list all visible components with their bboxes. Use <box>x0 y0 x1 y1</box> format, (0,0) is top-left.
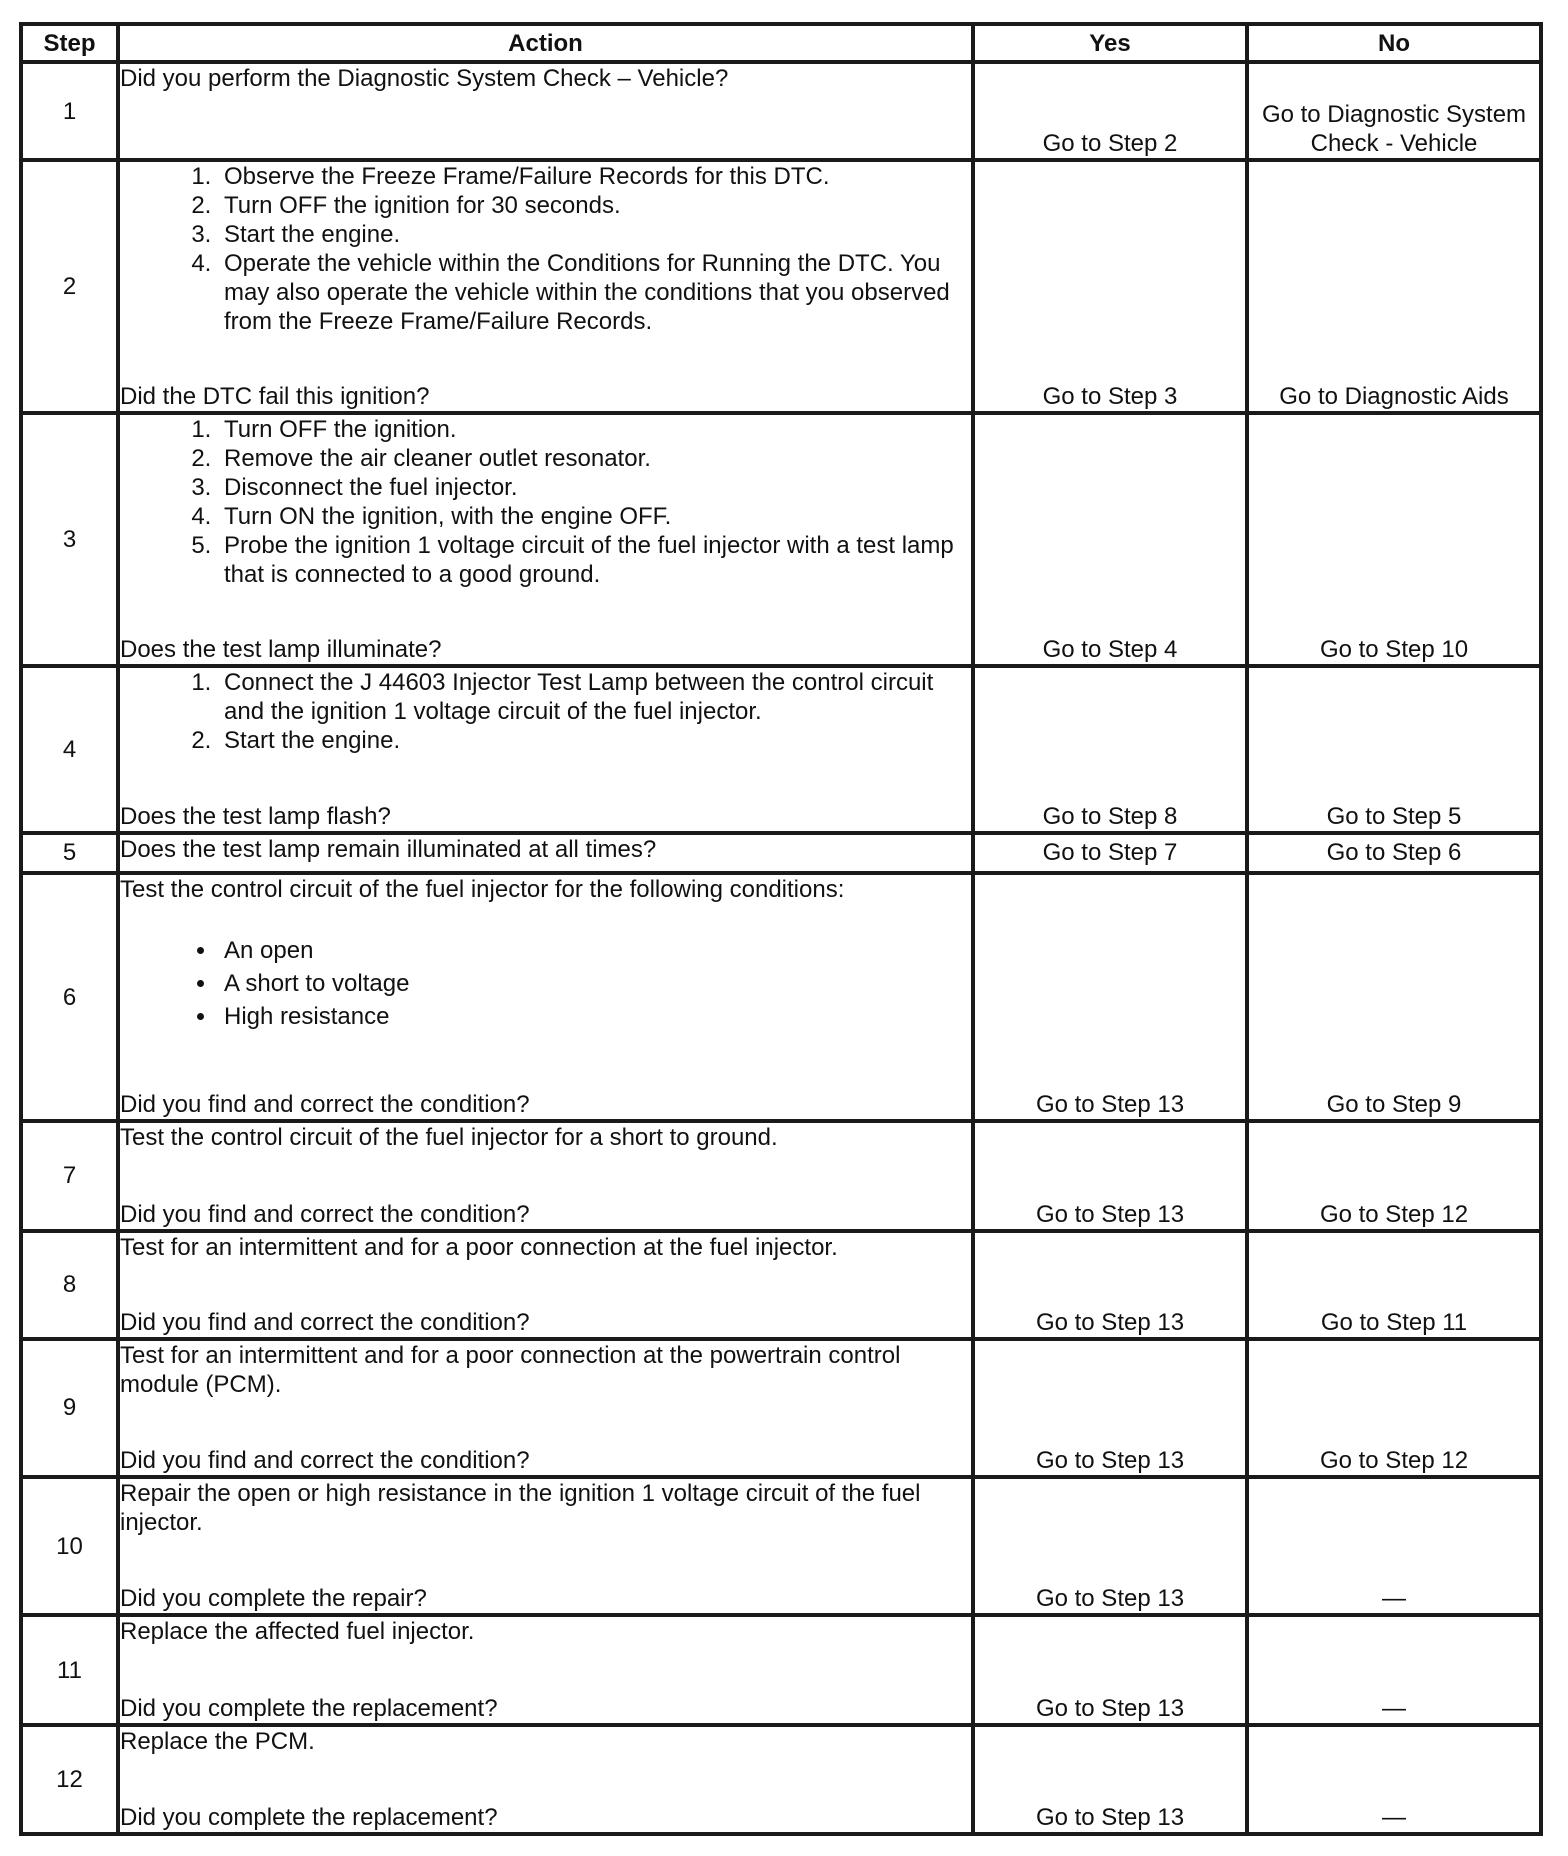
no-result: Go to Step 5 <box>1247 666 1541 832</box>
action-text: Replace the PCM. <box>120 1727 315 1755</box>
no-result: Go to Diagnostic System Check - Vehicle <box>1247 62 1541 160</box>
action-text: Test for an intermittent and for a poor connection at the fuel injector. <box>120 1233 838 1261</box>
procedure-step: 5. Probe the ignition 1 voltage circuit of the fuel injector with a test lamp that is connected to a good ground. <box>218 531 971 589</box>
step-number: 10 <box>21 1477 118 1615</box>
yes-result: Go to Step 2 <box>973 62 1247 160</box>
action-question: Does the test lamp flash? <box>120 802 391 830</box>
yes-result: Go to Step 7 <box>973 833 1247 873</box>
no-result: — <box>1247 1615 1541 1724</box>
procedure-step: 3. Start the engine. <box>218 220 971 249</box>
action-text: Test the control circuit of the fuel injector for the following conditions: <box>120 875 845 903</box>
action-body <box>120 1727 971 1756</box>
yes-result: Go to Step 13 <box>973 1725 1247 1834</box>
yes-result: Go to Step 13 <box>973 1477 1247 1615</box>
yes-result: Go to Step 13 <box>973 873 1247 1122</box>
table-row <box>21 1725 1541 1834</box>
action-body <box>120 1479 971 1537</box>
table-row <box>21 873 1541 1122</box>
yes-result: Go to Step 4 <box>973 413 1247 667</box>
yes-result: Go to Step 8 <box>973 666 1247 832</box>
action-body <box>120 875 971 1033</box>
condition-list <box>120 934 971 1033</box>
action-question: Did the DTC fail this ignition? <box>120 382 430 410</box>
step-number: 11 <box>21 1615 118 1724</box>
action-body <box>120 1617 971 1646</box>
action-body <box>120 162 971 336</box>
step-number: 1 <box>21 62 118 160</box>
step-number: 8 <box>21 1231 118 1339</box>
action-body <box>120 415 971 589</box>
no-result: Go to Step 12 <box>1247 1121 1541 1230</box>
action-body <box>120 64 971 93</box>
action-cell <box>118 413 973 667</box>
procedure-list <box>120 162 971 336</box>
no-result: Go to Step 12 <box>1247 1339 1541 1477</box>
procedure-step: 2. Start the engine. <box>218 726 971 755</box>
yes-result: Go to Step 13 <box>973 1231 1247 1339</box>
procedure-step: 4. Turn ON the ignition, with the engine OFF. <box>218 502 971 531</box>
condition-item: • A short to voltage <box>218 967 971 1000</box>
header-yes: Yes <box>973 24 1247 62</box>
procedure-step: 3. Disconnect the fuel injector. <box>218 473 971 502</box>
table-row <box>21 1231 1541 1339</box>
table-row <box>21 833 1541 873</box>
action-question: Did you complete the replacement? <box>120 1694 498 1722</box>
action-text: Does the test lamp remain illuminated at all times? <box>120 835 657 863</box>
yes-result: Go to Step 13 <box>973 1121 1247 1230</box>
action-text: Replace the affected fuel injector. <box>120 1618 475 1646</box>
action-cell <box>118 833 973 873</box>
no-result: Go to Step 11 <box>1247 1231 1541 1339</box>
action-question: Did you complete the replacement? <box>120 1804 498 1831</box>
action-cell <box>118 1477 973 1615</box>
action-body <box>120 668 971 755</box>
action-question: Did you find and correct the condition? <box>120 1091 530 1119</box>
header-action: Action <box>118 24 973 62</box>
diagnostic-table <box>19 22 1543 1836</box>
action-cell <box>118 873 973 1122</box>
action-body <box>120 835 971 864</box>
step-number: 3 <box>21 413 118 667</box>
step-number: 12 <box>21 1725 118 1834</box>
action-cell <box>118 1231 973 1339</box>
action-text: Test for an intermittent and for a poor connection at the powertrain control module (PCM). <box>120 1341 901 1398</box>
table-row <box>21 1121 1541 1230</box>
step-number: 5 <box>21 833 118 873</box>
header-row <box>21 24 1541 62</box>
action-body <box>120 1123 971 1152</box>
procedure-step: 4. Operate the vehicle within the Conditions for Running the DTC. You may also operate the vehicle within the conditions that you observed from the Freeze Frame/Failure Records. <box>218 249 971 336</box>
step-number: 6 <box>21 873 118 1122</box>
action-question: Did you complete the repair? <box>120 1585 427 1613</box>
action-question: Did you find and correct the condition? <box>120 1200 530 1228</box>
step-number: 9 <box>21 1339 118 1477</box>
procedure-list <box>120 668 971 755</box>
no-result: — <box>1247 1477 1541 1615</box>
no-result: Go to Step 9 <box>1247 873 1541 1122</box>
yes-result: Go to Step 13 <box>973 1339 1247 1477</box>
procedure-step: 2. Remove the air cleaner outlet resonator. <box>218 444 971 473</box>
action-question: Does the test lamp illuminate? <box>120 636 442 664</box>
action-question: Did you find and correct the condition? <box>120 1308 530 1336</box>
action-text: Test the control circuit of the fuel injector for a short to ground. <box>120 1124 778 1152</box>
table-row <box>21 1339 1541 1477</box>
no-result: Go to Step 10 <box>1247 413 1541 667</box>
action-cell <box>118 160 973 413</box>
yes-result: Go to Step 13 <box>973 1615 1247 1724</box>
table-row <box>21 160 1541 413</box>
action-cell <box>118 1121 973 1230</box>
no-result: Go to Step 6 <box>1247 833 1541 873</box>
action-body <box>120 1341 971 1399</box>
action-cell <box>118 1615 973 1724</box>
condition-item: • High resistance <box>218 1000 971 1033</box>
no-result: Go to Diagnostic Aids <box>1247 160 1541 413</box>
action-cell <box>118 666 973 832</box>
procedure-list <box>120 415 971 589</box>
table-row <box>21 666 1541 832</box>
table-row <box>21 1615 1541 1724</box>
procedure-step: 1. Observe the Freeze Frame/Failure Records for this DTC. <box>218 162 971 191</box>
table-row <box>21 1477 1541 1615</box>
action-text: Repair the open or high resistance in the ignition 1 voltage circuit of the fuel injector. <box>120 1480 921 1537</box>
action-text: Did you perform the Diagnostic System Check – Vehicle? <box>120 65 729 92</box>
action-body <box>120 1233 971 1262</box>
yes-result: Go to Step 3 <box>973 160 1247 413</box>
action-question: Did you find and correct the condition? <box>120 1447 530 1475</box>
procedure-step: 1. Connect the J 44603 Injector Test Lamp between the control circuit and the ignition 1 voltage circuit of the fuel injector. <box>218 668 971 726</box>
action-cell <box>118 1725 973 1834</box>
table-row <box>21 62 1541 160</box>
procedure-step: 2. Turn OFF the ignition for 30 seconds. <box>218 191 971 220</box>
no-result: — <box>1247 1725 1541 1834</box>
procedure-step: 1. Turn OFF the ignition. <box>218 415 971 444</box>
table-row <box>21 413 1541 667</box>
step-number: 7 <box>21 1121 118 1230</box>
step-number: 4 <box>21 666 118 832</box>
condition-item: • An open <box>218 934 971 967</box>
step-number: 2 <box>21 160 118 413</box>
action-cell <box>118 1339 973 1477</box>
header-step: Step <box>21 24 118 62</box>
action-cell <box>118 62 973 160</box>
header-no: No <box>1247 24 1541 62</box>
